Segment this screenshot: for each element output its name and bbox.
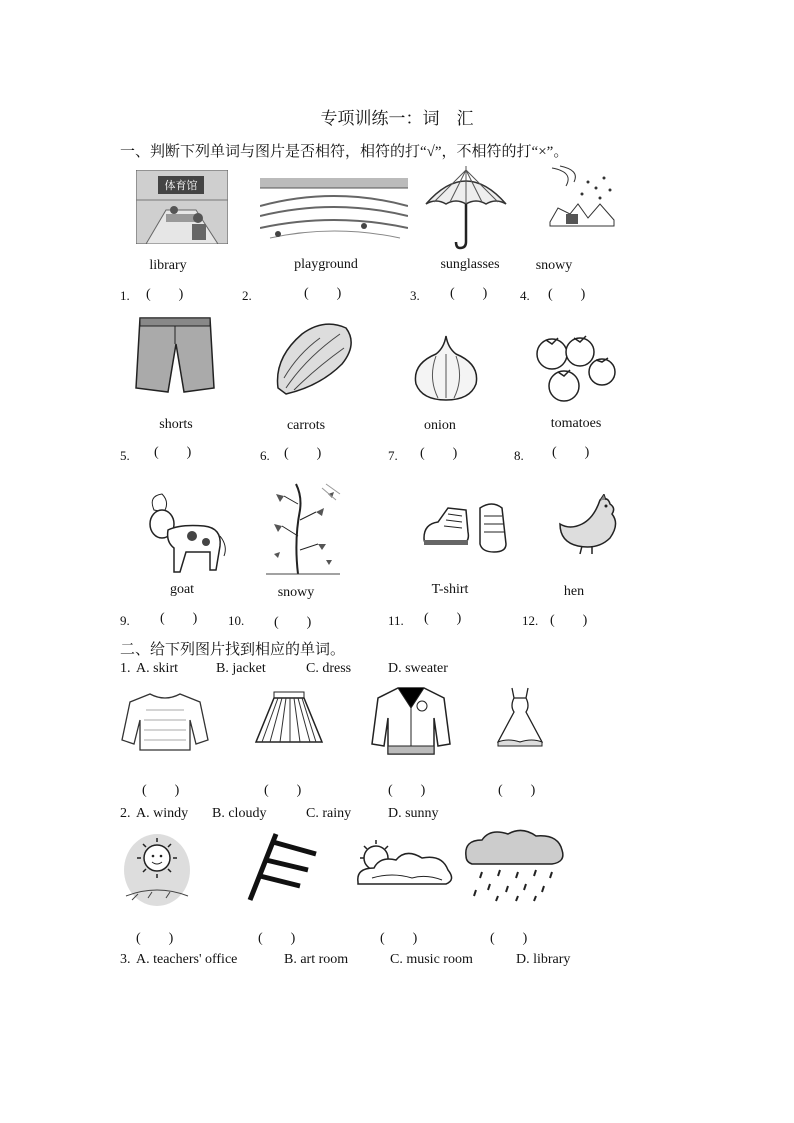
number-5: 5. <box>120 448 130 463</box>
word-6: carrots <box>286 418 326 433</box>
q2-label: 2. <box>120 806 131 821</box>
cow-picture <box>140 490 230 576</box>
q2-answer-3[interactable]: ( ) <box>380 931 418 946</box>
number-12: 12. <box>522 613 539 628</box>
q3-option-a: A. teachers' office <box>136 952 238 967</box>
answer-8[interactable]: ( ) <box>552 445 590 460</box>
q1-option-d: D. sweater <box>388 661 448 676</box>
cloudy-picture <box>352 838 456 890</box>
q3-option-c: C. music room <box>390 952 473 967</box>
word-1: library <box>149 258 187 273</box>
section2-heading: 二、给下列图片找到相应的单词。 <box>120 642 346 658</box>
word-10: snowy <box>277 585 315 600</box>
skirt-picture <box>254 690 324 746</box>
answer-3[interactable]: ( ) <box>450 286 488 301</box>
answer-10[interactable]: ( ) <box>274 615 312 630</box>
word-3: sunglasses <box>440 257 500 272</box>
number-9: 9. <box>120 613 130 628</box>
library-picture <box>136 170 228 244</box>
umbrella-picture <box>424 164 508 250</box>
sign-text: 体育馆 <box>164 179 198 192</box>
jacket-picture <box>370 684 452 756</box>
q2-answer-1[interactable]: ( ) <box>136 931 174 946</box>
answer-4[interactable]: ( ) <box>548 287 586 302</box>
cabbage-picture <box>272 318 358 396</box>
word-12: hen <box>563 584 585 599</box>
page-title: 专项训练一：词 汇 <box>320 109 474 128</box>
tomatoes-picture <box>530 330 618 404</box>
number-7: 7. <box>388 448 398 463</box>
playground-picture <box>260 176 408 240</box>
number-1: 1. <box>120 288 130 303</box>
onion-picture <box>410 334 482 404</box>
q1-option-c: C. dress <box>306 661 352 676</box>
q3-option-d: D. library <box>516 952 571 967</box>
snowy-picture <box>544 164 620 230</box>
word-4: snowy <box>535 258 573 273</box>
windy-picture <box>246 830 320 906</box>
q2-option-d: D. sunny <box>388 806 439 821</box>
answer-11[interactable]: ( ) <box>424 611 462 626</box>
answer-6[interactable]: ( ) <box>284 446 322 461</box>
sweater-picture <box>120 690 210 754</box>
number-11: 11. <box>388 613 404 628</box>
answer-12[interactable]: ( ) <box>550 613 588 628</box>
windy-tree-picture <box>262 480 344 576</box>
answer-9[interactable]: ( ) <box>160 611 198 626</box>
word-2: playground <box>294 257 358 272</box>
word-11: T-shirt <box>431 582 469 597</box>
q2-answer-2[interactable]: ( ) <box>258 931 296 946</box>
word-9: goat <box>169 582 195 597</box>
shorts-picture <box>134 314 216 396</box>
number-10: 10. <box>228 613 245 628</box>
answer-7[interactable]: ( ) <box>420 446 458 461</box>
q3-option-b: B. art room <box>284 952 349 967</box>
hen-picture <box>556 494 620 556</box>
q1-answer-1[interactable]: ( ) <box>142 783 180 798</box>
q2-option-c: C. rainy <box>306 806 352 821</box>
word-5: shorts <box>159 417 193 432</box>
number-6: 6. <box>260 448 270 463</box>
q1-answer-4[interactable]: ( ) <box>498 783 536 798</box>
shoes-picture <box>422 498 510 556</box>
rainy-picture <box>462 826 566 902</box>
word-8: tomatoes <box>550 416 602 431</box>
q1-option-a: A. skirt <box>136 661 178 676</box>
q3-label: 3. <box>120 952 131 967</box>
number-8: 8. <box>514 448 524 463</box>
section1-heading: 一、判断下列单词与图片是否相符，相符的打“√”，不相符的打“×”。 <box>120 144 569 160</box>
number-2: 2. <box>242 288 252 303</box>
number-3: 3. <box>410 288 420 303</box>
q1-answer-2[interactable]: ( ) <box>264 783 302 798</box>
sunny-picture <box>122 830 192 908</box>
q2-option-b: B. cloudy <box>212 806 267 821</box>
q2-option-a: A. windy <box>136 806 189 821</box>
dress-picture <box>492 686 548 748</box>
word-7: onion <box>424 418 456 433</box>
answer-5[interactable]: ( ) <box>154 445 192 460</box>
q1-answer-3[interactable]: ( ) <box>388 783 426 798</box>
answer-2[interactable]: ( ) <box>304 286 342 301</box>
q2-answer-4[interactable]: ( ) <box>490 931 528 946</box>
number-4: 4. <box>520 288 530 303</box>
q1-label: 1. <box>120 661 131 676</box>
answer-1[interactable]: ( ) <box>146 287 184 302</box>
q1-option-b: B. jacket <box>216 661 266 676</box>
